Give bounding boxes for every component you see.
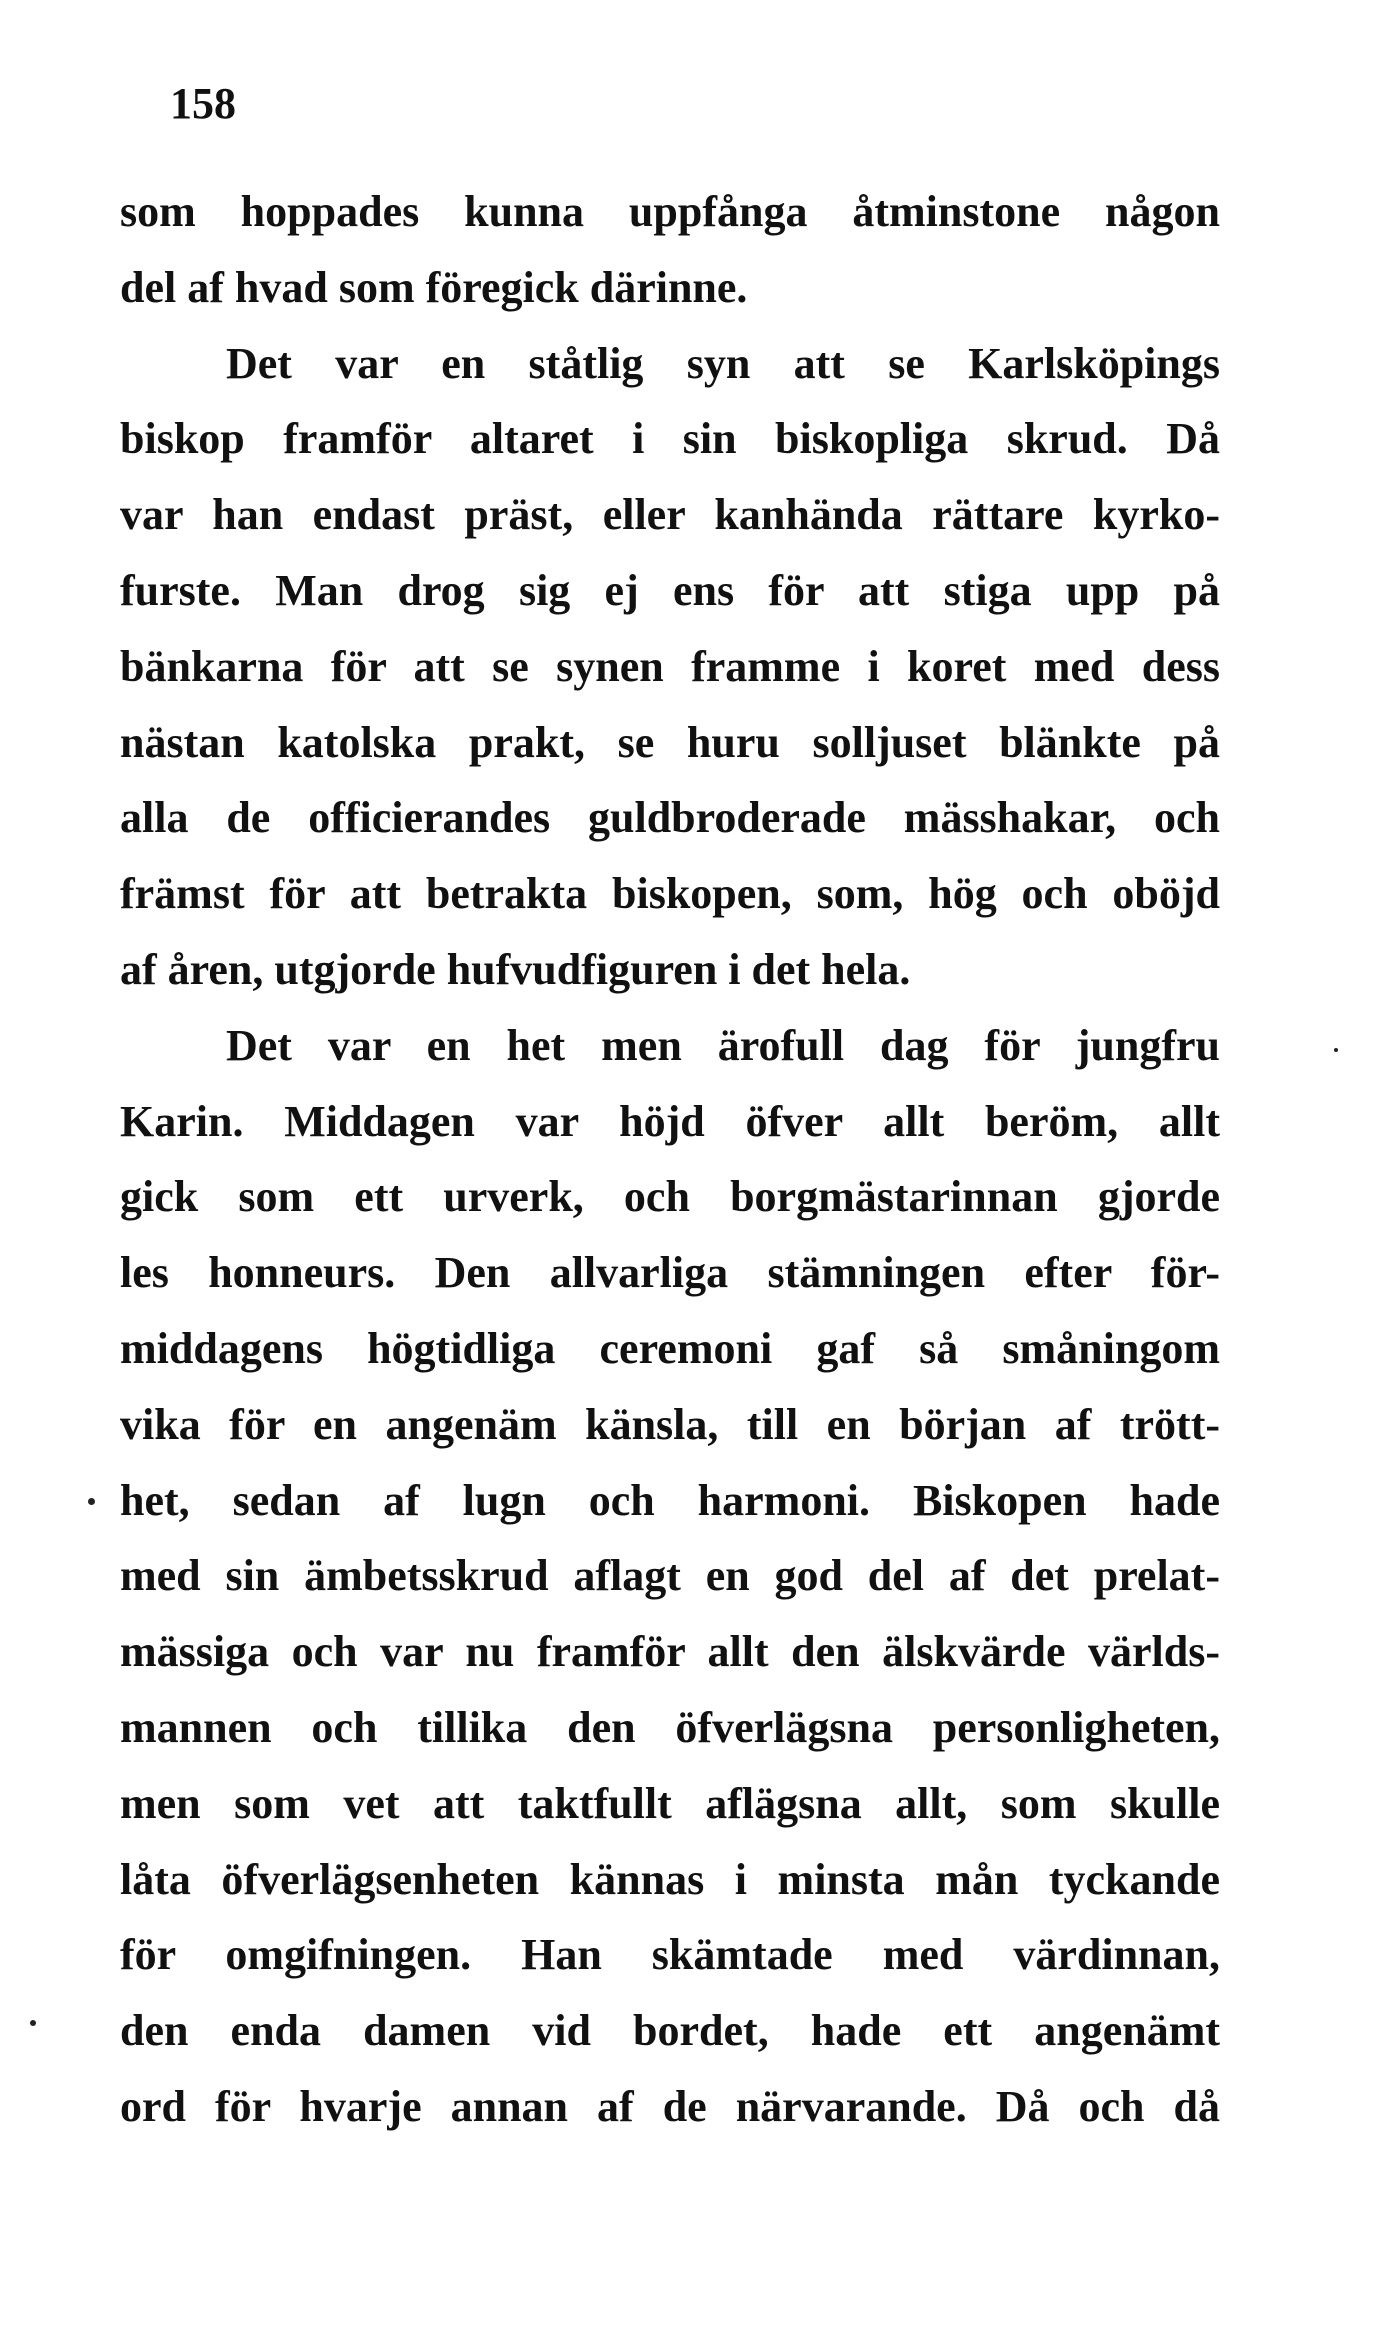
print-speck <box>88 1498 95 1505</box>
text-line: den enda damen vid bordet, hade ett angenämt <box>120 2006 1220 2056</box>
text-line: biskop framför altaret i sin biskopliga skrud. Då <box>120 414 1220 464</box>
text-line: främst för att betrakta biskopen, som, hög och oböjd <box>120 869 1220 919</box>
text-line: gick som ett urverk, och borgmästarinnan gjorde <box>120 1172 1220 1222</box>
text-line: nästan katolska prakt, se huru solljuset blänkte på <box>120 717 1220 767</box>
text-line: med sin ämbetsskrud aflagt en god del af det prelat- <box>120 1551 1220 1601</box>
page-number: 158 <box>170 79 236 128</box>
text-line: bänkarna för att se synen framme i koret med dess <box>120 641 1220 691</box>
text-line: Karin. Middagen var höjd öfver allt beröm, allt <box>120 1096 1220 1146</box>
text-line: för omgifningen. Han skämtade med värdinnan, <box>120 1930 1220 1980</box>
print-speck <box>1334 1048 1338 1052</box>
text-line: vika för en angenäm känsla, till en början af trött- <box>120 1399 1220 1449</box>
text-line: men som vet att taktfullt aflägsna allt, som skulle <box>120 1778 1220 1828</box>
text-line: les honneurs. Den allvarliga stämningen efter för- <box>120 1248 1220 1298</box>
text-line: som hoppades kunna uppfånga åtminstone någon <box>120 187 1220 236</box>
text-line: var han endast präst, eller kanhända rättare kyrko- <box>120 490 1220 540</box>
text-line: Det var en ståtlig syn att se Karlsköpings <box>226 338 1220 388</box>
body-text <box>120 174 1220 2145</box>
text-line: alla de officierandes guldbroderade mässhakar, och <box>120 793 1220 843</box>
text-line: mannen och tillika den öfverlägsna personligheten, <box>120 1702 1220 1752</box>
text-line: ord för hvarje annan af de närvarande. Då och då <box>120 2081 1220 2131</box>
text-line: af åren, utgjorde hufvudfiguren i det hela. <box>120 944 911 994</box>
text-line: låta öfverlägsenheten kännas i minsta mån tyckande <box>120 1854 1220 1904</box>
text-line: mässiga och var nu framför allt den älskvärde världs- <box>120 1627 1220 1677</box>
text-line: del af hvad som föregick därinne. <box>120 262 748 312</box>
text-line: het, sedan af lugn och harmoni. Biskopen hade <box>120 1475 1220 1525</box>
text-line: middagens högtidliga ceremoni gaf så småningom <box>120 1323 1220 1373</box>
text-line: furste. Man drog sig ej ens för att stiga upp på <box>120 565 1220 615</box>
print-speck <box>30 2020 36 2026</box>
text-line: Det var en het men ärofull dag för jungfru <box>226 1020 1220 1070</box>
